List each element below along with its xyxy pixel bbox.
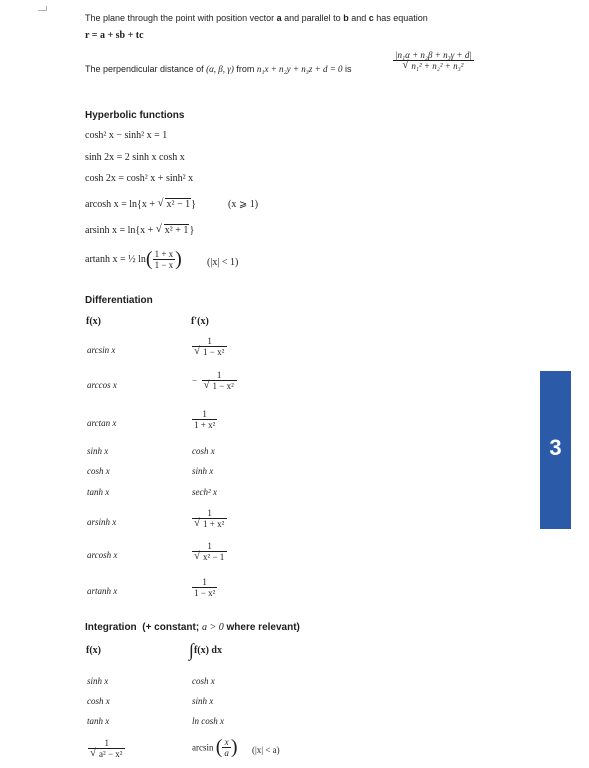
identity-2: sinh 2x = 2 sinh x cosh x [85,152,185,163]
perpendicular-distance [85,64,352,74]
int-F-cosh: sinh x [192,696,214,706]
differentiation-heading: Differentiation [85,295,153,306]
diff-fp-arctan [192,409,217,430]
arcosh-formula: arcosh x = ln{x + √ x² − 1} [85,197,196,210]
int-F-sinh: cosh x [192,676,215,686]
artanh-ln: ln [135,254,146,265]
diff-f-arsinh: arsinh x [87,517,117,527]
diff-f-arcosh: arcosh x [87,550,118,560]
plane-intro-text-2: and parallel to [281,13,344,23]
perp-text-2: from [233,64,257,74]
corner-mark [38,6,47,11]
int-f-cosh: cosh x [87,696,110,706]
arsinh-deriv-num: 1 [207,508,212,518]
perp-plane: n₁x + n₂y + n₃z + d = 0 [256,64,343,74]
arccos-deriv-den: 1 − x² [212,381,234,391]
integral-sign: ∫ [189,640,194,660]
int-F-tanh: ln cosh x [192,716,224,726]
artanh-deriv-den: 1 − x² [194,588,216,598]
integration-heading: Integration [85,622,137,633]
diff-fp-arcsin: 1 √ 1 − x² [192,336,227,357]
arcosh-deriv-den: x² − 1 [203,552,225,562]
plane-intro-text-1: The plane through the point with position vector [85,13,277,23]
integration-note-pre: (+ constant; [142,622,202,633]
int-f-sinh: sinh x [87,676,109,686]
int-last-arcsin: arcsin [192,742,214,753]
int-f-tanh: tanh x [87,716,110,726]
perp-distance-fraction: |n₁α + n₂β + n₃γ + d| √ n₁² + n₂² + n₃² [395,50,472,71]
int-col-integral [189,640,222,661]
identity-1: cosh² x − sinh² x = 1 [85,130,168,141]
vector-c: c [368,13,374,23]
arctan-deriv-num: 1 [202,409,207,419]
int-last-den: a² − x² [99,749,123,759]
artanh-deriv-num: 1 [202,577,207,587]
perp-text-3: is [342,64,352,74]
vector-b: b [343,13,349,23]
int-last-num: 1 [104,738,109,748]
artanh-half: ½ [128,254,136,265]
page-tab [540,371,571,529]
arcosh-condition: (x ⩾ 1) [228,199,259,210]
diff-f-sinh: sinh x [87,446,109,456]
diff-f-arctan: arctan x [87,418,117,428]
hyperbolic-heading: Hyperbolic functions [85,110,185,121]
perp-text-1: The perpendicular distance of [85,64,207,74]
diff-f-tanh: tanh x [87,487,110,497]
perp-fraction-denominator: n₁² + n₂² + n₃² [411,61,464,71]
diff-f-artanh: artanh x [87,586,118,596]
diff-col-f: f(x) [86,316,101,327]
arccos-deriv-num: 1 [216,370,222,380]
arccos-deriv-sign: − [192,375,198,386]
plane-intro-text-3: and [348,13,369,23]
diff-f-arcsin: arcsin x [87,345,116,355]
arcsin-deriv-den: 1 − x² [203,347,225,357]
perp-fraction-numerator: |n₁α + n₂β + n₃γ + d| [395,50,472,60]
artanh-numerator: 1 + x [154,249,174,259]
int-col-f: f(x) [86,645,101,656]
int-last-condition: (|x| < a) [252,745,280,755]
diff-fp-arcosh: 1 √ x² − 1 [192,541,227,562]
arsinh-formula: arsinh x = ln{x + √ x² + 1} [85,223,195,236]
identity-3: cosh 2x = cosh² x + sinh² x [85,173,194,184]
arcosh-rhs: } [191,199,196,210]
diff-f-cosh: cosh x [87,466,110,476]
artanh-formula: artanh x = ½ ln( $\frac{1 + x}{1 - x}$ ) [85,248,182,270]
arcosh-deriv-num: 1 [207,541,212,551]
diff-fp-arccos: − 1 √ 1 − x² [192,370,237,391]
arsinh-radicand: x² + 1 [164,225,189,236]
plane-intro [85,13,428,23]
integration-note-post: where relevant) [223,622,300,633]
page-tab-number: 3 [549,435,562,460]
int-last-F-num: x [224,737,229,747]
artanh-condition: (|x| < 1) [207,257,239,268]
int-last-F-den: a [224,748,229,758]
integration-note-math: a > 0 [201,622,224,633]
plane-intro-text-4: has equation [373,13,428,23]
integration-heading-row [85,622,300,633]
arcosh-radicand: x² − 1 [166,199,191,210]
diff-fp-artanh [192,577,217,598]
plane-equation: r = a + sb + tc [85,30,144,41]
vector-a: a [276,13,282,23]
arsinh-rhs: } [189,225,195,236]
int-col-label: f(x) dx [193,645,222,656]
artanh-lhs: artanh x = [85,254,129,265]
arctan-deriv-den: 1 + x² [194,420,216,430]
diff-fp-tanh: sech² x [192,487,217,497]
diff-fp-arsinh: 1 √ 1 + x² [192,508,227,529]
int-f-last: 1 √ a² − x² [88,738,125,759]
arsinh-lhs: arsinh x = ln{x + [85,225,156,236]
diff-col-fprime: f′(x) [191,316,209,327]
arcosh-lhs: arcosh x = ln{x + [85,199,158,210]
diff-fp-sinh: cosh x [192,446,215,456]
perp-point: (α, β, γ) [206,64,234,74]
diff-f-arccos: arccos x [87,380,117,390]
artanh-denominator: 1 − x [154,260,174,270]
arcsin-deriv-num: 1 [207,336,212,346]
arsinh-deriv-den: 1 + x² [203,519,225,529]
diff-fp-cosh: sinh x [192,466,214,476]
int-F-last: arcsin ( $\frac{x}{a}$ ) [192,736,238,758]
